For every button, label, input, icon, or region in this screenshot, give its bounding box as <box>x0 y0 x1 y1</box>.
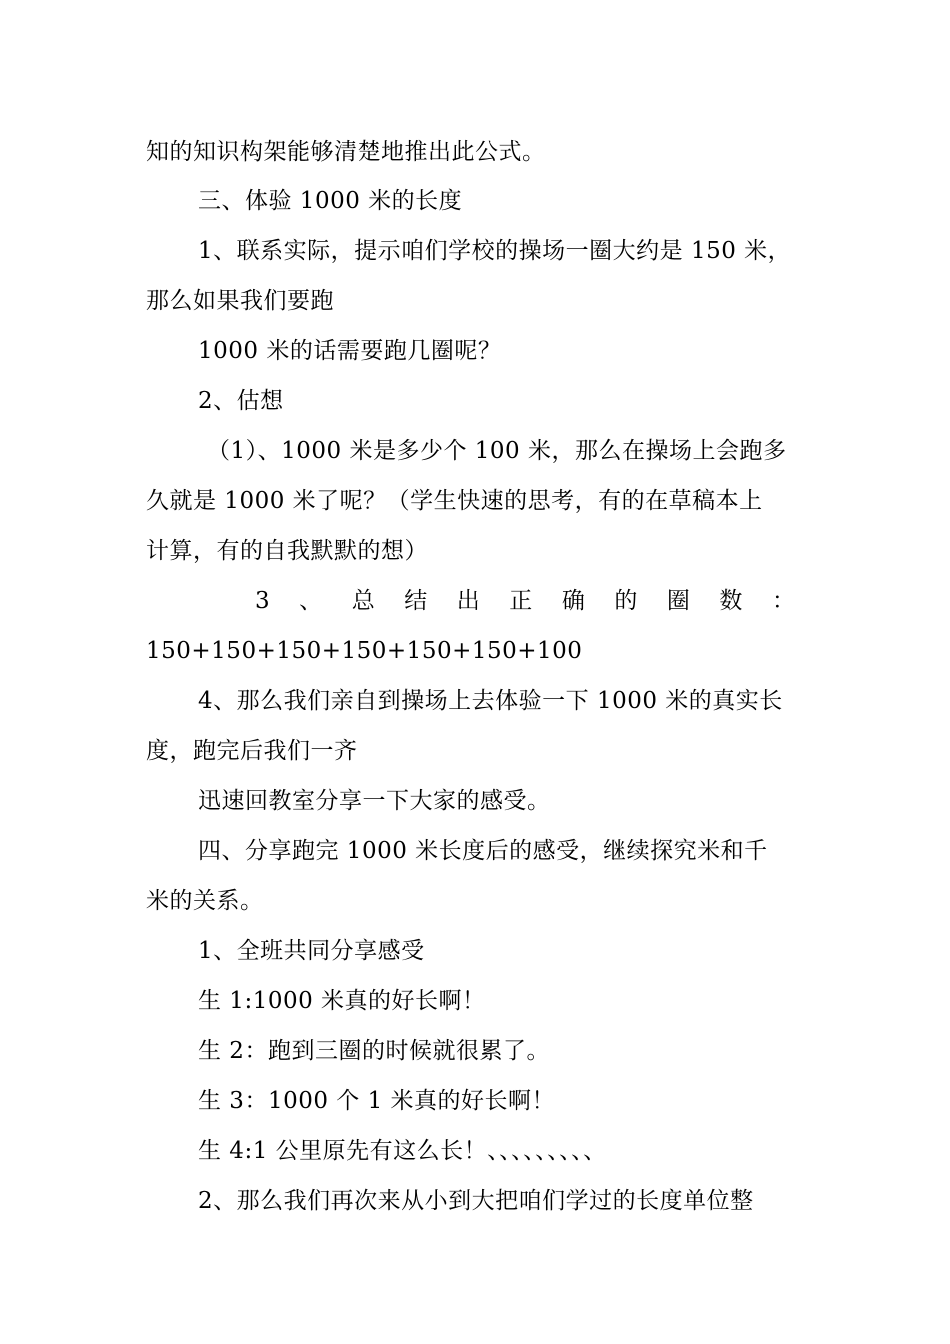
paragraph-line: 迅速回教室分享一下大家的感受。 <box>198 788 551 814</box>
justified-char: 确 <box>561 588 585 614</box>
paragraph-line: 那么如果我们要跑 <box>146 288 334 314</box>
paragraph-line: 1、联系实际，提示咱们学校的操场一圈大约是 150 米， <box>198 238 792 264</box>
justified-line <box>255 586 795 616</box>
paragraph-line: 计算，有的自我默默的想） <box>146 538 428 564</box>
paragraph-line: 生 1:1000 米真的好长啊！ <box>198 988 486 1014</box>
paragraph-line: 度，跑完后我们一齐 <box>146 738 358 764</box>
paragraph-line: 150+150+150+150+150+150+100 <box>146 638 583 664</box>
justified-char: 圈 <box>666 588 690 614</box>
paragraph-line: 2、估想 <box>198 388 284 414</box>
paragraph-line: 1000 米的话需要跑几圈呢？ <box>198 338 502 364</box>
justified-char: 的 <box>614 588 638 614</box>
paragraph-line: 久就是 1000 米了呢？（学生快速的思考，有的在草稿本上 <box>146 488 763 514</box>
paragraph-line: 4、那么我们亲自到操场上去体验一下 1000 米的真实长 <box>198 688 783 714</box>
paragraph-line: 生 4:1 公里原先有这么长！、、、、、、、、、 <box>198 1138 607 1164</box>
paragraph-line: 米的关系。 <box>146 888 264 914</box>
justified-char: ： <box>771 588 795 614</box>
justified-char: 、 <box>299 588 323 614</box>
paragraph-line: 知的知识构架能够清楚地推出此公式。 <box>146 139 546 165</box>
paragraph-line: 生 3：1000 个 1 米真的好长啊！ <box>198 1088 556 1114</box>
paragraph-line: 1、全班共同分享感受 <box>198 938 425 964</box>
paragraph-line: 生 2：跑到三圈的时候就很累了。 <box>198 1038 550 1064</box>
justified-char: 数 <box>719 588 743 614</box>
justified-char: 3 <box>255 588 270 614</box>
justified-char: 出 <box>456 588 480 614</box>
paragraph-line: （1）、1000 米是多少个 100 米，那么在操场上会跑多 <box>207 438 787 464</box>
justified-char: 正 <box>509 588 533 614</box>
justified-char: 总 <box>351 588 375 614</box>
section-heading: 三、体验 1000 米的长度 <box>198 188 463 214</box>
section-heading: 四、分享跑完 1000 米长度后的感受，继续探究米和千 <box>198 838 768 864</box>
justified-char: 结 <box>404 588 428 614</box>
paragraph-line: 2、那么我们再次来从小到大把咱们学过的长度单位整 <box>198 1188 754 1214</box>
